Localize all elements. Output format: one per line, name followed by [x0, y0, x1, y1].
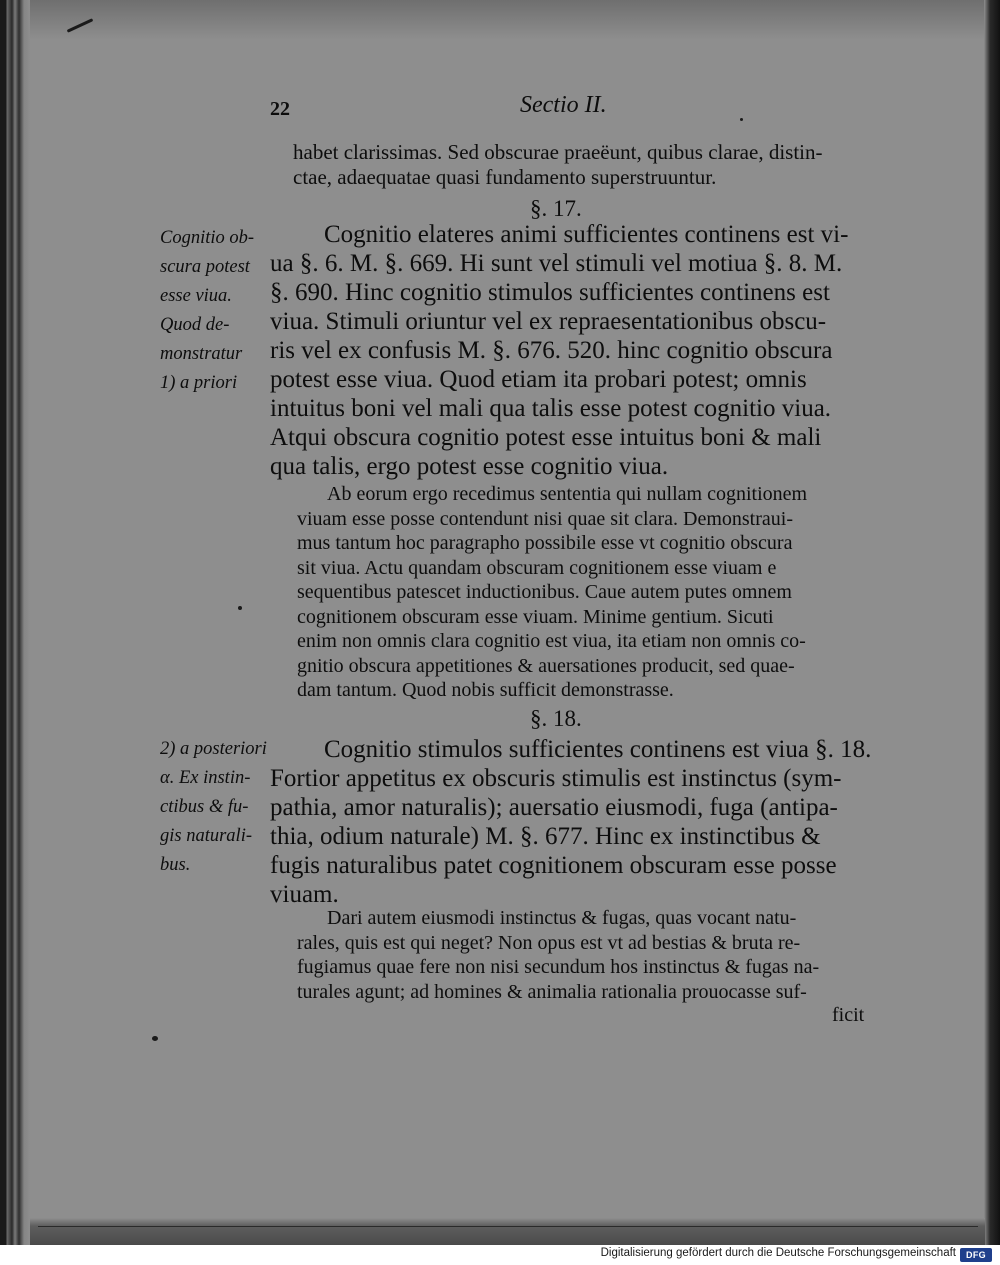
section-17-heading: §. 17.	[530, 196, 582, 221]
section-17-margin-note	[160, 224, 254, 398]
margin-line: α. Ex instin-	[160, 768, 251, 788]
running-head: Sectio II.	[520, 92, 607, 118]
text-line: habet clarissimas. Sed obscurae praeëunt, quibus clarae, distin-	[293, 140, 823, 164]
margin-line: esse viua.	[160, 286, 232, 306]
margin-line: monstratur	[160, 344, 243, 364]
margin-line: ctibus & fu-	[160, 797, 249, 817]
text-line: §. 690. Hinc cognitio stimulos sufficientes continens est	[270, 279, 830, 306]
text-line: intuitus boni vel mali qua talis esse potest cognitio viua.	[270, 395, 832, 422]
catchword: ficit	[832, 1004, 865, 1026]
section-18-margin-note	[160, 735, 267, 880]
margin-line: bus.	[160, 855, 191, 875]
ink-speck	[238, 606, 242, 610]
note-line: enim non omnis clara cognitio est viua, ita etiam non omnis co-	[297, 630, 806, 652]
dfg-logo	[960, 1248, 992, 1262]
text-line: viuam.	[270, 881, 339, 908]
text-line: thia, odium naturale) M. §. 677. Hinc ex instinctibus &	[270, 823, 821, 850]
text-line: Cognitio elateres animi sufficientes continens est vi-	[324, 221, 849, 248]
text-line: Atqui obscura cognitio potest esse intuitus boni & mali	[270, 424, 822, 451]
margin-line: Quod de-	[160, 315, 230, 335]
note-line: turales agunt; ad homines & animalia rationalia prouocasse suf-	[297, 980, 807, 1003]
dfg-logo-text: DFG	[966, 1250, 986, 1260]
page-top-shadow	[30, 0, 1000, 40]
note-line: gnitio obscura appetitiones & auersationes producit, sed quae-	[297, 654, 795, 677]
margin-line: scura potest	[160, 257, 250, 277]
note-line: rales, quis est qui neget? Non opus est vt ad bestias & bruta re-	[297, 931, 801, 954]
note-line: fugiamus quae fere non nisi secundum hos instinctus & fugas na-	[297, 956, 820, 978]
note-line: Ab eorum ergo recedimus sententia qui nullam cognitionem	[327, 483, 808, 505]
page-bottom-shadow	[30, 1218, 985, 1245]
footer-bar	[0, 1245, 1000, 1265]
note-line: Dari autem eiusmodi instinctus & fugas, quas vocant natu-	[327, 907, 797, 929]
note-line: sit viua. Actu quandam obscuram cognitionem esse viuam e	[297, 556, 777, 579]
section-18-text	[270, 735, 871, 909]
note-line: viuam esse posse contendunt nisi quae sit clara. Demonstraui-	[297, 507, 793, 530]
note-line: cognitionem obscuram esse viuam. Minime gentium. Sicuti	[297, 605, 774, 628]
text-line: qua talis, ergo potest esse cognitio viua.	[270, 453, 669, 480]
page-edge-line	[38, 1226, 978, 1227]
section-18-heading: §. 18.	[530, 706, 582, 731]
text-line: potest esse viua. Quod etiam ita probari potest; omnis	[270, 366, 807, 393]
margin-line: Cognitio ob-	[160, 228, 255, 248]
note-line: mus tantum hoc paragrapho possibile esse vt cognitio obscura	[297, 532, 793, 554]
text-line: Cognitio stimulos sufficientes continens est viua §. 18.	[324, 736, 872, 763]
text-line: ctae, adaequatae quasi fundamento superstruuntur.	[293, 165, 717, 189]
page-right-edge	[984, 0, 1000, 1245]
text-line: ua §. 6. M. §. 669. Hi sunt vel stimuli vel motiua §. 8. M.	[270, 250, 843, 277]
section-18-note	[297, 906, 819, 1004]
funding-credit: Digitalisierung gefördert durch die Deutsche Forschungsgemeinschaft	[600, 1247, 956, 1259]
book-binding	[0, 0, 30, 1245]
text-line: viua. Stimuli oriuntur vel ex repraesentationibus obscu-	[270, 308, 827, 335]
section-17-note	[297, 482, 807, 703]
continuation-text	[293, 140, 823, 190]
text-line: fugis naturalibus patet cognitionem obscuram esse posse	[270, 852, 837, 879]
note-line: dam tantum. Quod nobis sufficit demonstrasse.	[297, 679, 674, 701]
margin-line: 1) a priori	[160, 373, 238, 393]
margin-line: 2) a posteriori	[160, 739, 267, 759]
ink-speck	[740, 118, 743, 121]
text-line: pathia, amor naturalis); auersatio eiusmodi, fuga (antipa-	[270, 794, 838, 821]
text-line: ris vel ex confusis M. §. 676. 520. hinc cognitio obscura	[270, 337, 833, 364]
note-line: sequentibus patescet inductionibus. Caue autem putes omnem	[297, 581, 792, 603]
page-number: 22	[270, 98, 290, 120]
text-line: Fortior appetitus ex obscuris stimulis est instinctus (sym-	[270, 765, 842, 792]
margin-line: gis naturali-	[160, 826, 252, 846]
section-17-text	[270, 220, 848, 481]
ink-speck	[152, 1036, 158, 1041]
